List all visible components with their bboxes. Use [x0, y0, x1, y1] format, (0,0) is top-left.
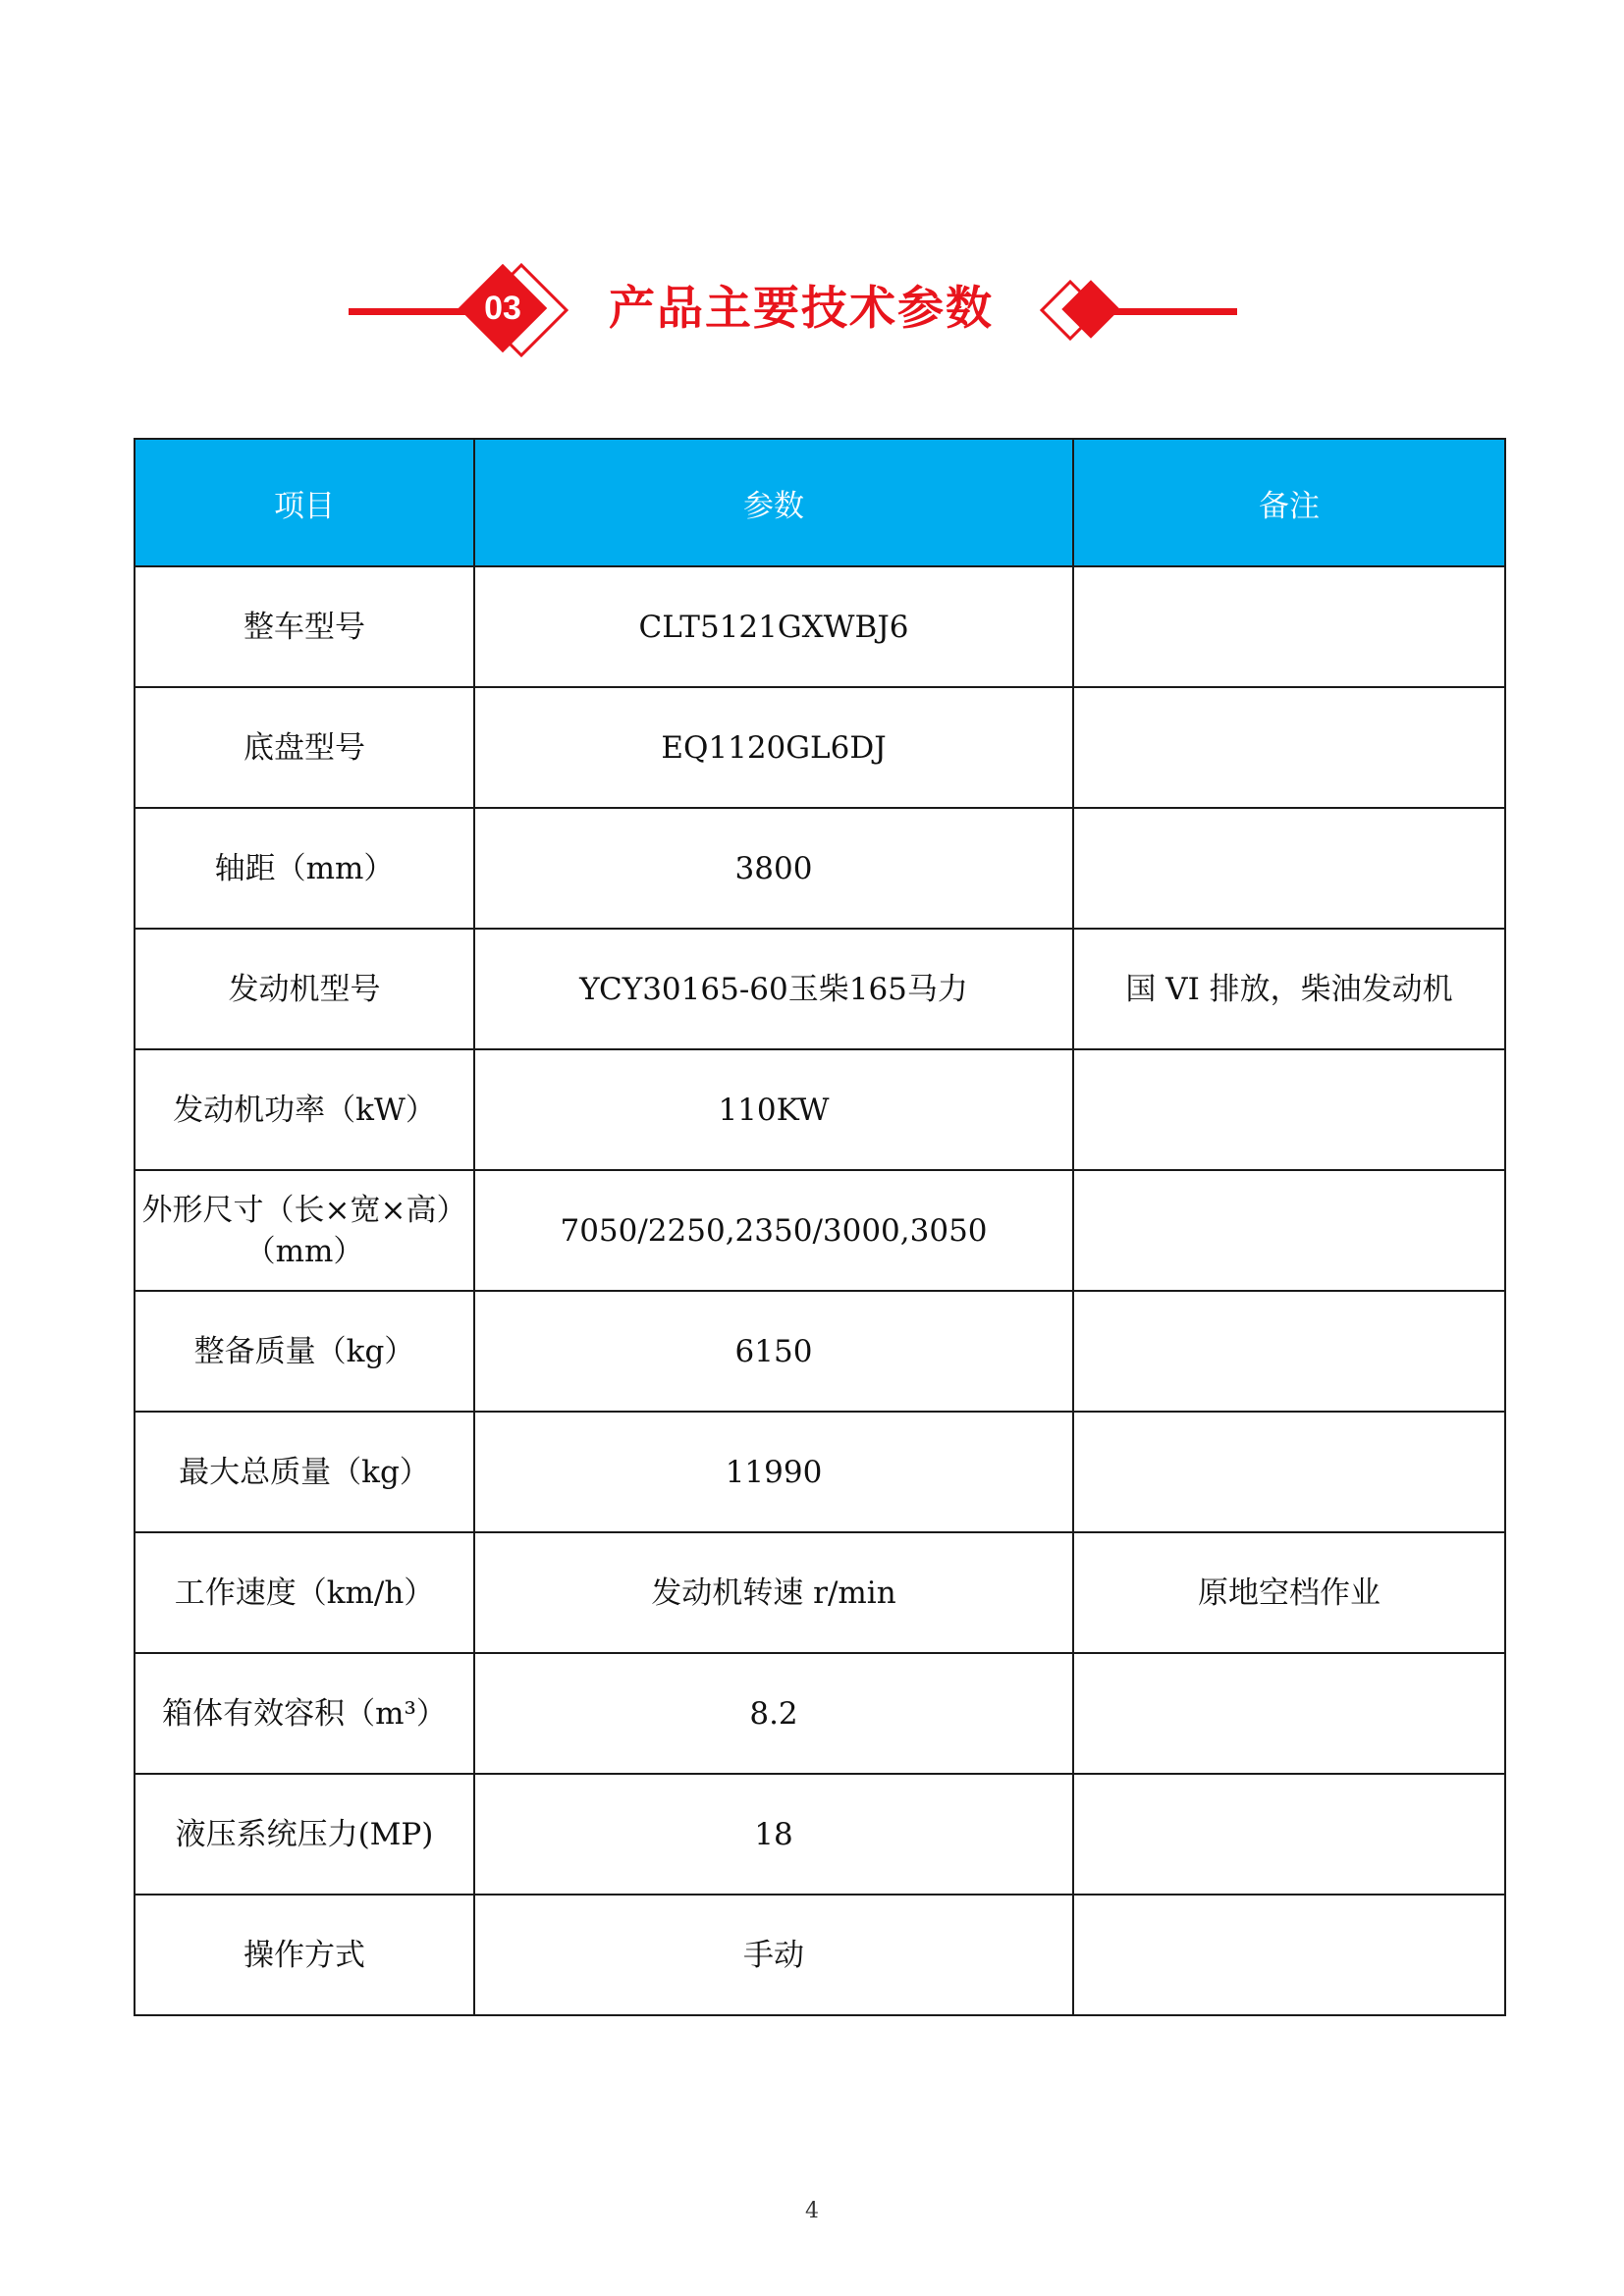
spec-table — [134, 438, 1506, 2016]
cell-item: 液压系统压力(MP) — [135, 1774, 474, 1895]
cell-item: 整备质量（kg） — [135, 1291, 474, 1412]
cell-note — [1073, 1291, 1505, 1412]
cell-note: 原地空档作业 — [1073, 1532, 1505, 1653]
section-title: 产品主要技术参数 — [609, 282, 994, 336]
cell-note — [1073, 1412, 1505, 1532]
cell-note — [1073, 1895, 1505, 2015]
section-number: 03 — [484, 290, 521, 327]
table-row — [135, 1291, 1505, 1412]
table-row — [135, 1412, 1505, 1532]
cell-note — [1073, 1774, 1505, 1895]
table-row — [135, 1049, 1505, 1170]
section-header — [0, 255, 1624, 363]
cell-param: YCY30165-60玉柴165马力 — [474, 929, 1073, 1049]
table-row — [135, 929, 1505, 1049]
cell-param: 110KW — [474, 1049, 1073, 1170]
header-right-line — [1100, 308, 1237, 315]
table-row — [135, 687, 1505, 808]
table-row — [135, 566, 1505, 687]
cell-param: 3800 — [474, 808, 1073, 929]
cell-item: 整车型号 — [135, 566, 474, 687]
cell-param: EQ1120GL6DJ — [474, 687, 1073, 808]
header-item: 项目 — [135, 439, 474, 566]
cell-item: 工作速度（km/h） — [135, 1532, 474, 1653]
cell-param: 手动 — [474, 1895, 1073, 2015]
cell-note — [1073, 1653, 1505, 1774]
header-param: 参数 — [474, 439, 1073, 566]
table-row — [135, 808, 1505, 929]
cell-param: 发动机转速 r/min — [474, 1532, 1073, 1653]
cell-param: 18 — [474, 1774, 1073, 1895]
cell-item: 发动机型号 — [135, 929, 474, 1049]
table-row — [135, 1653, 1505, 1774]
cell-param: 8.2 — [474, 1653, 1073, 1774]
cell-note — [1073, 566, 1505, 687]
cell-item: 轴距（mm） — [135, 808, 474, 929]
cell-param: 11990 — [474, 1412, 1073, 1532]
cell-param: CLT5121GXWBJ6 — [474, 566, 1073, 687]
cell-item: 底盘型号 — [135, 687, 474, 808]
table-header-row — [135, 439, 1505, 566]
cell-note — [1073, 1049, 1505, 1170]
cell-item: 箱体有效容积（m³） — [135, 1653, 474, 1774]
cell-param: 7050/2250,2350/3000,3050 — [474, 1170, 1073, 1291]
table-row — [135, 1170, 1505, 1291]
cell-note: 国 VI 排放，柴油发动机 — [1073, 929, 1505, 1049]
cell-item: 操作方式 — [135, 1895, 474, 2015]
cell-param: 6150 — [474, 1291, 1073, 1412]
cell-item: 外形尺寸（长×宽×高）（mm） — [135, 1170, 474, 1291]
cell-item: 最大总质量（kg） — [135, 1412, 474, 1532]
cell-note — [1073, 687, 1505, 808]
table-row — [135, 1895, 1505, 2015]
table-row — [135, 1774, 1505, 1895]
page-number: 4 — [805, 2199, 819, 2223]
cell-item: 发动机功率（kW） — [135, 1049, 474, 1170]
header-note: 备注 — [1073, 439, 1505, 566]
table-row — [135, 1532, 1505, 1653]
cell-note — [1073, 1170, 1505, 1291]
cell-note — [1073, 808, 1505, 929]
